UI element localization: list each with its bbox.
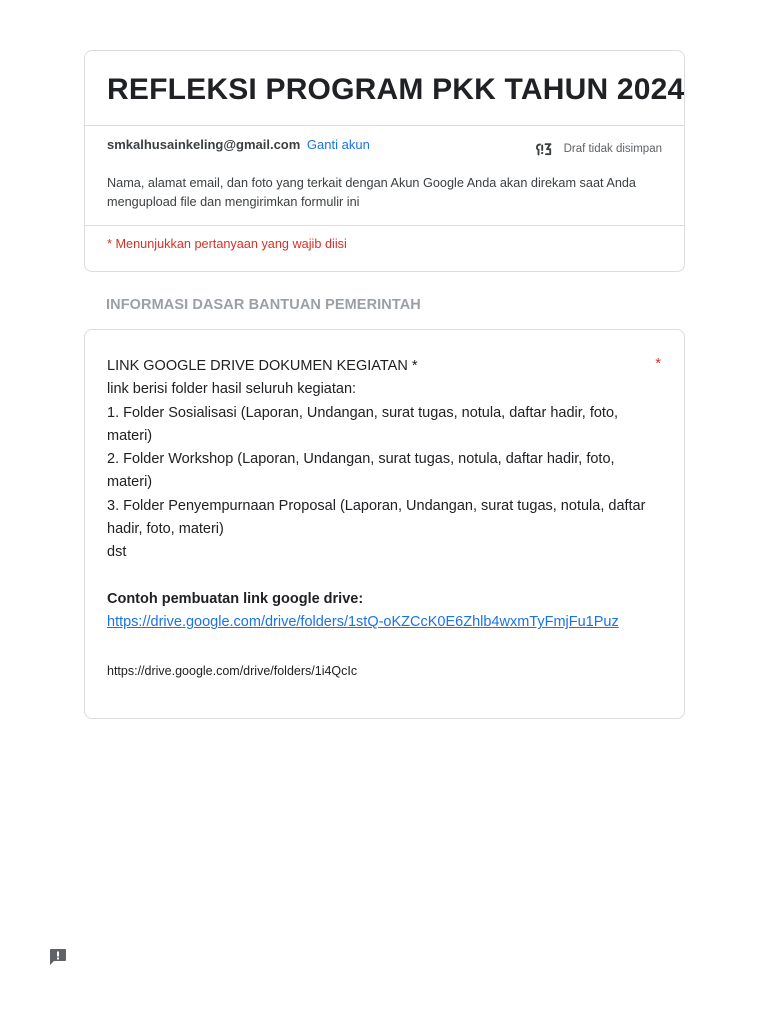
spacer: [107, 565, 654, 588]
form-header-card: [84, 50, 685, 272]
form-title: REFLEKSI PROGRAM PKK TAHUN 2024: [107, 73, 685, 106]
question-title: LINK GOOGLE DRIVE DOKUMEN KEGIATAN *: [107, 358, 418, 374]
cloud-off-icon: [534, 141, 554, 157]
required-asterisk: *: [655, 356, 661, 372]
divider: [85, 125, 684, 126]
question-body: [107, 355, 654, 635]
question-description-line: 1. Folder Sosialisasi (Laporan, Undangan, surat tugas, notula, daftar hadir, foto, materi): [107, 404, 619, 444]
required-note: * Menunjukkan pertanyaan yang wajib diisi: [107, 237, 347, 251]
privacy-notice: Nama, alamat email, dan foto yang terkait dengan Akun Google Anda akan direkam saat Anda mengupload file dan mengirimkan formulir ini: [107, 176, 636, 209]
example-label: Contoh pembuatan link google drive:: [107, 590, 364, 607]
question-description-line: dst: [107, 544, 127, 561]
report-button[interactable]: [47, 948, 69, 970]
question-description-line: 3. Folder Penyempurnaan Proposal (Laporan, Undangan, surat tugas, notula, daftar hadir, foto, materi): [107, 497, 646, 538]
account-email: smkalhusainkeling@gmail.com: [107, 137, 301, 152]
account-row: [107, 137, 370, 152]
switch-account-link[interactable]: Ganti akun: [306, 137, 370, 152]
draft-status-text: Draf tidak disimpan: [563, 143, 662, 155]
report-feedback-icon: [48, 947, 68, 972]
section-title: INFORMASI DASAR BANTUAN PEMERINTAH: [106, 297, 421, 313]
answer-input[interactable]: [105, 664, 371, 678]
question-description-line: link berisi folder hasil seluruh kegiatan:: [107, 381, 357, 398]
draft-status: [534, 141, 662, 157]
divider: [85, 225, 684, 226]
question-card: [84, 329, 685, 719]
example-drive-link[interactable]: https://drive.google.com/drive/folders/1stQ-oKZCcK0E6Zhlb4wxmTyFmjFu1Puz: [107, 614, 619, 631]
question-description-line: 2. Folder Workshop (Laporan, Undangan, surat tugas, notula, daftar hadir, foto, materi): [107, 451, 615, 491]
